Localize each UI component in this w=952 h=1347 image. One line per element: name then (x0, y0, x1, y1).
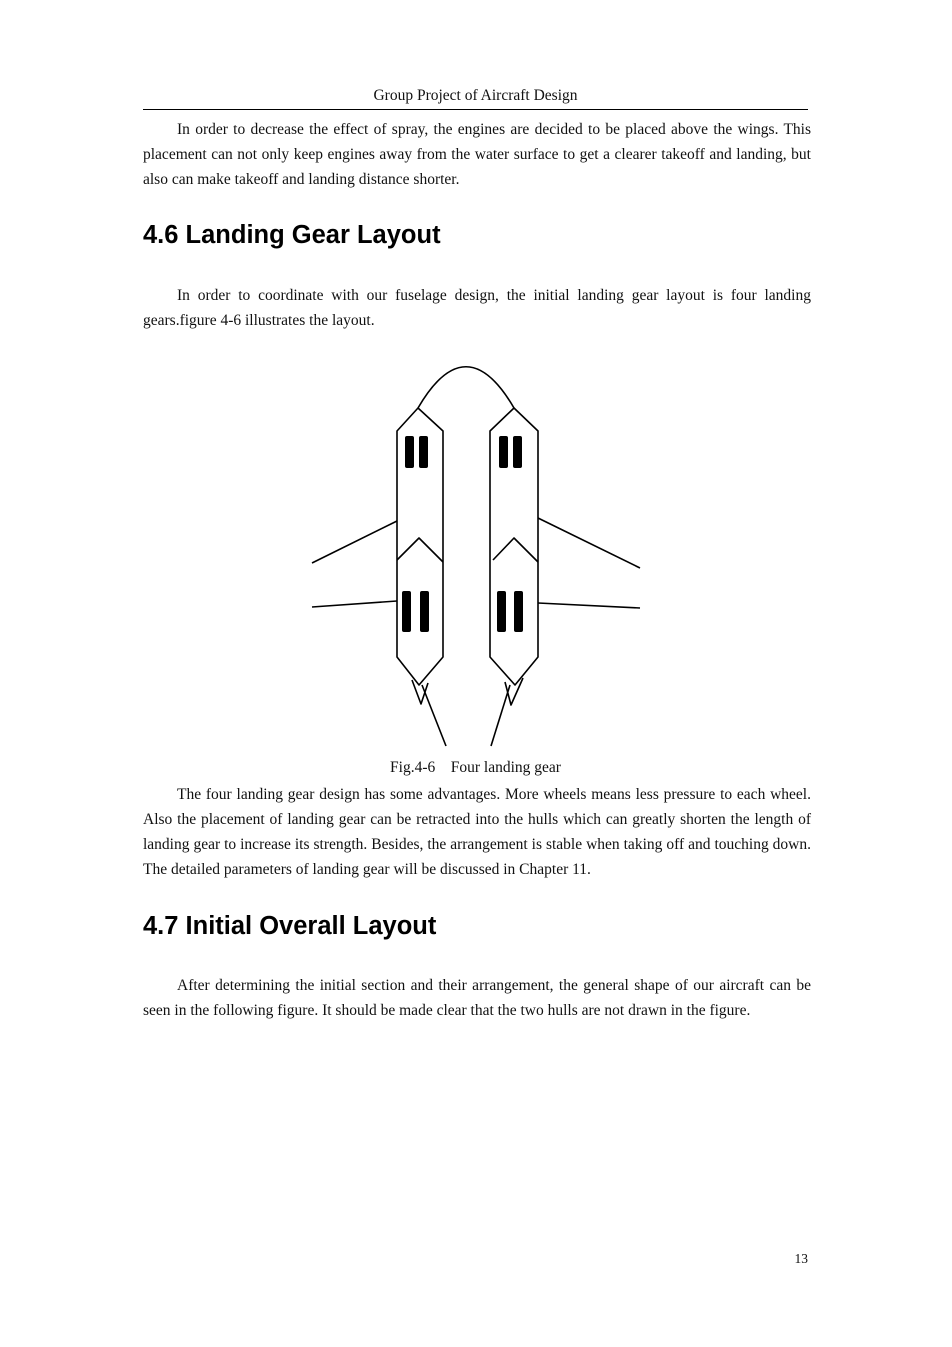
landing-gear-figure (300, 355, 650, 750)
left-wing-trailing-edge (312, 601, 397, 607)
page-number: 13 (794, 1251, 808, 1266)
section-heading-overall-layout: 4.7 Initial Overall Layout (143, 912, 437, 940)
right-tail-line (491, 685, 510, 746)
section-heading-landing-gear: 4.6 Landing Gear Layout (143, 221, 441, 249)
intro-paragraph: In order to decrease the effect of spray, the engines are decided to be placed above the wings. This placement can not only keep engines away from the water surface to get a clearer takeoff and landing, but also can make takeoff and landing distance shorter. (143, 121, 811, 188)
wheel-rear-right-2 (514, 591, 523, 632)
left-tail-line (422, 685, 446, 746)
running-header: Group Project of Aircraft Design (373, 87, 578, 104)
wheel-rear-left-2 (420, 591, 429, 632)
wheel-front-right-2 (513, 436, 522, 468)
figure-caption: Fig.4-6 Four landing gear (390, 759, 561, 776)
nose-arc (418, 367, 514, 408)
wheel-front-right-1 (499, 436, 508, 468)
overall-layout-paragraph: After determining the initial section and their arrangement, the general shape of our aircraft can be seen in the following figure. It should be made clear that the two hulls are not drawn in the figure. (143, 977, 811, 1019)
wheel-front-left-1 (405, 436, 414, 468)
right-wing-leading-edge (538, 518, 640, 568)
wheel-rear-right-1 (497, 591, 506, 632)
left-hull-chevron (397, 538, 443, 562)
header-rule (143, 109, 808, 110)
landing-gear-advantages-paragraph: The four landing gear design has some advantages. More wheels means less pressure to each wheel. Also the placement of landing gear can be retracted into the hulls which can greatly shorten the length of landing gear to increase its strength. Besides, the arrangement is stable when taking off and touching down. The detailed parameters of landing gear will be discussed in Chapter 11. (143, 786, 811, 878)
right-hull-chevron (493, 538, 538, 562)
wheel-rear-left-1 (402, 591, 411, 632)
right-wing-trailing-edge (538, 603, 640, 608)
left-wing-leading-edge (312, 521, 397, 563)
wheel-front-left-2 (419, 436, 428, 468)
landing-gear-intro-paragraph: In order to coordinate with our fuselage design, the initial landing gear layout is four landing gears.figure 4-6 illustrates the layout. (143, 287, 811, 329)
